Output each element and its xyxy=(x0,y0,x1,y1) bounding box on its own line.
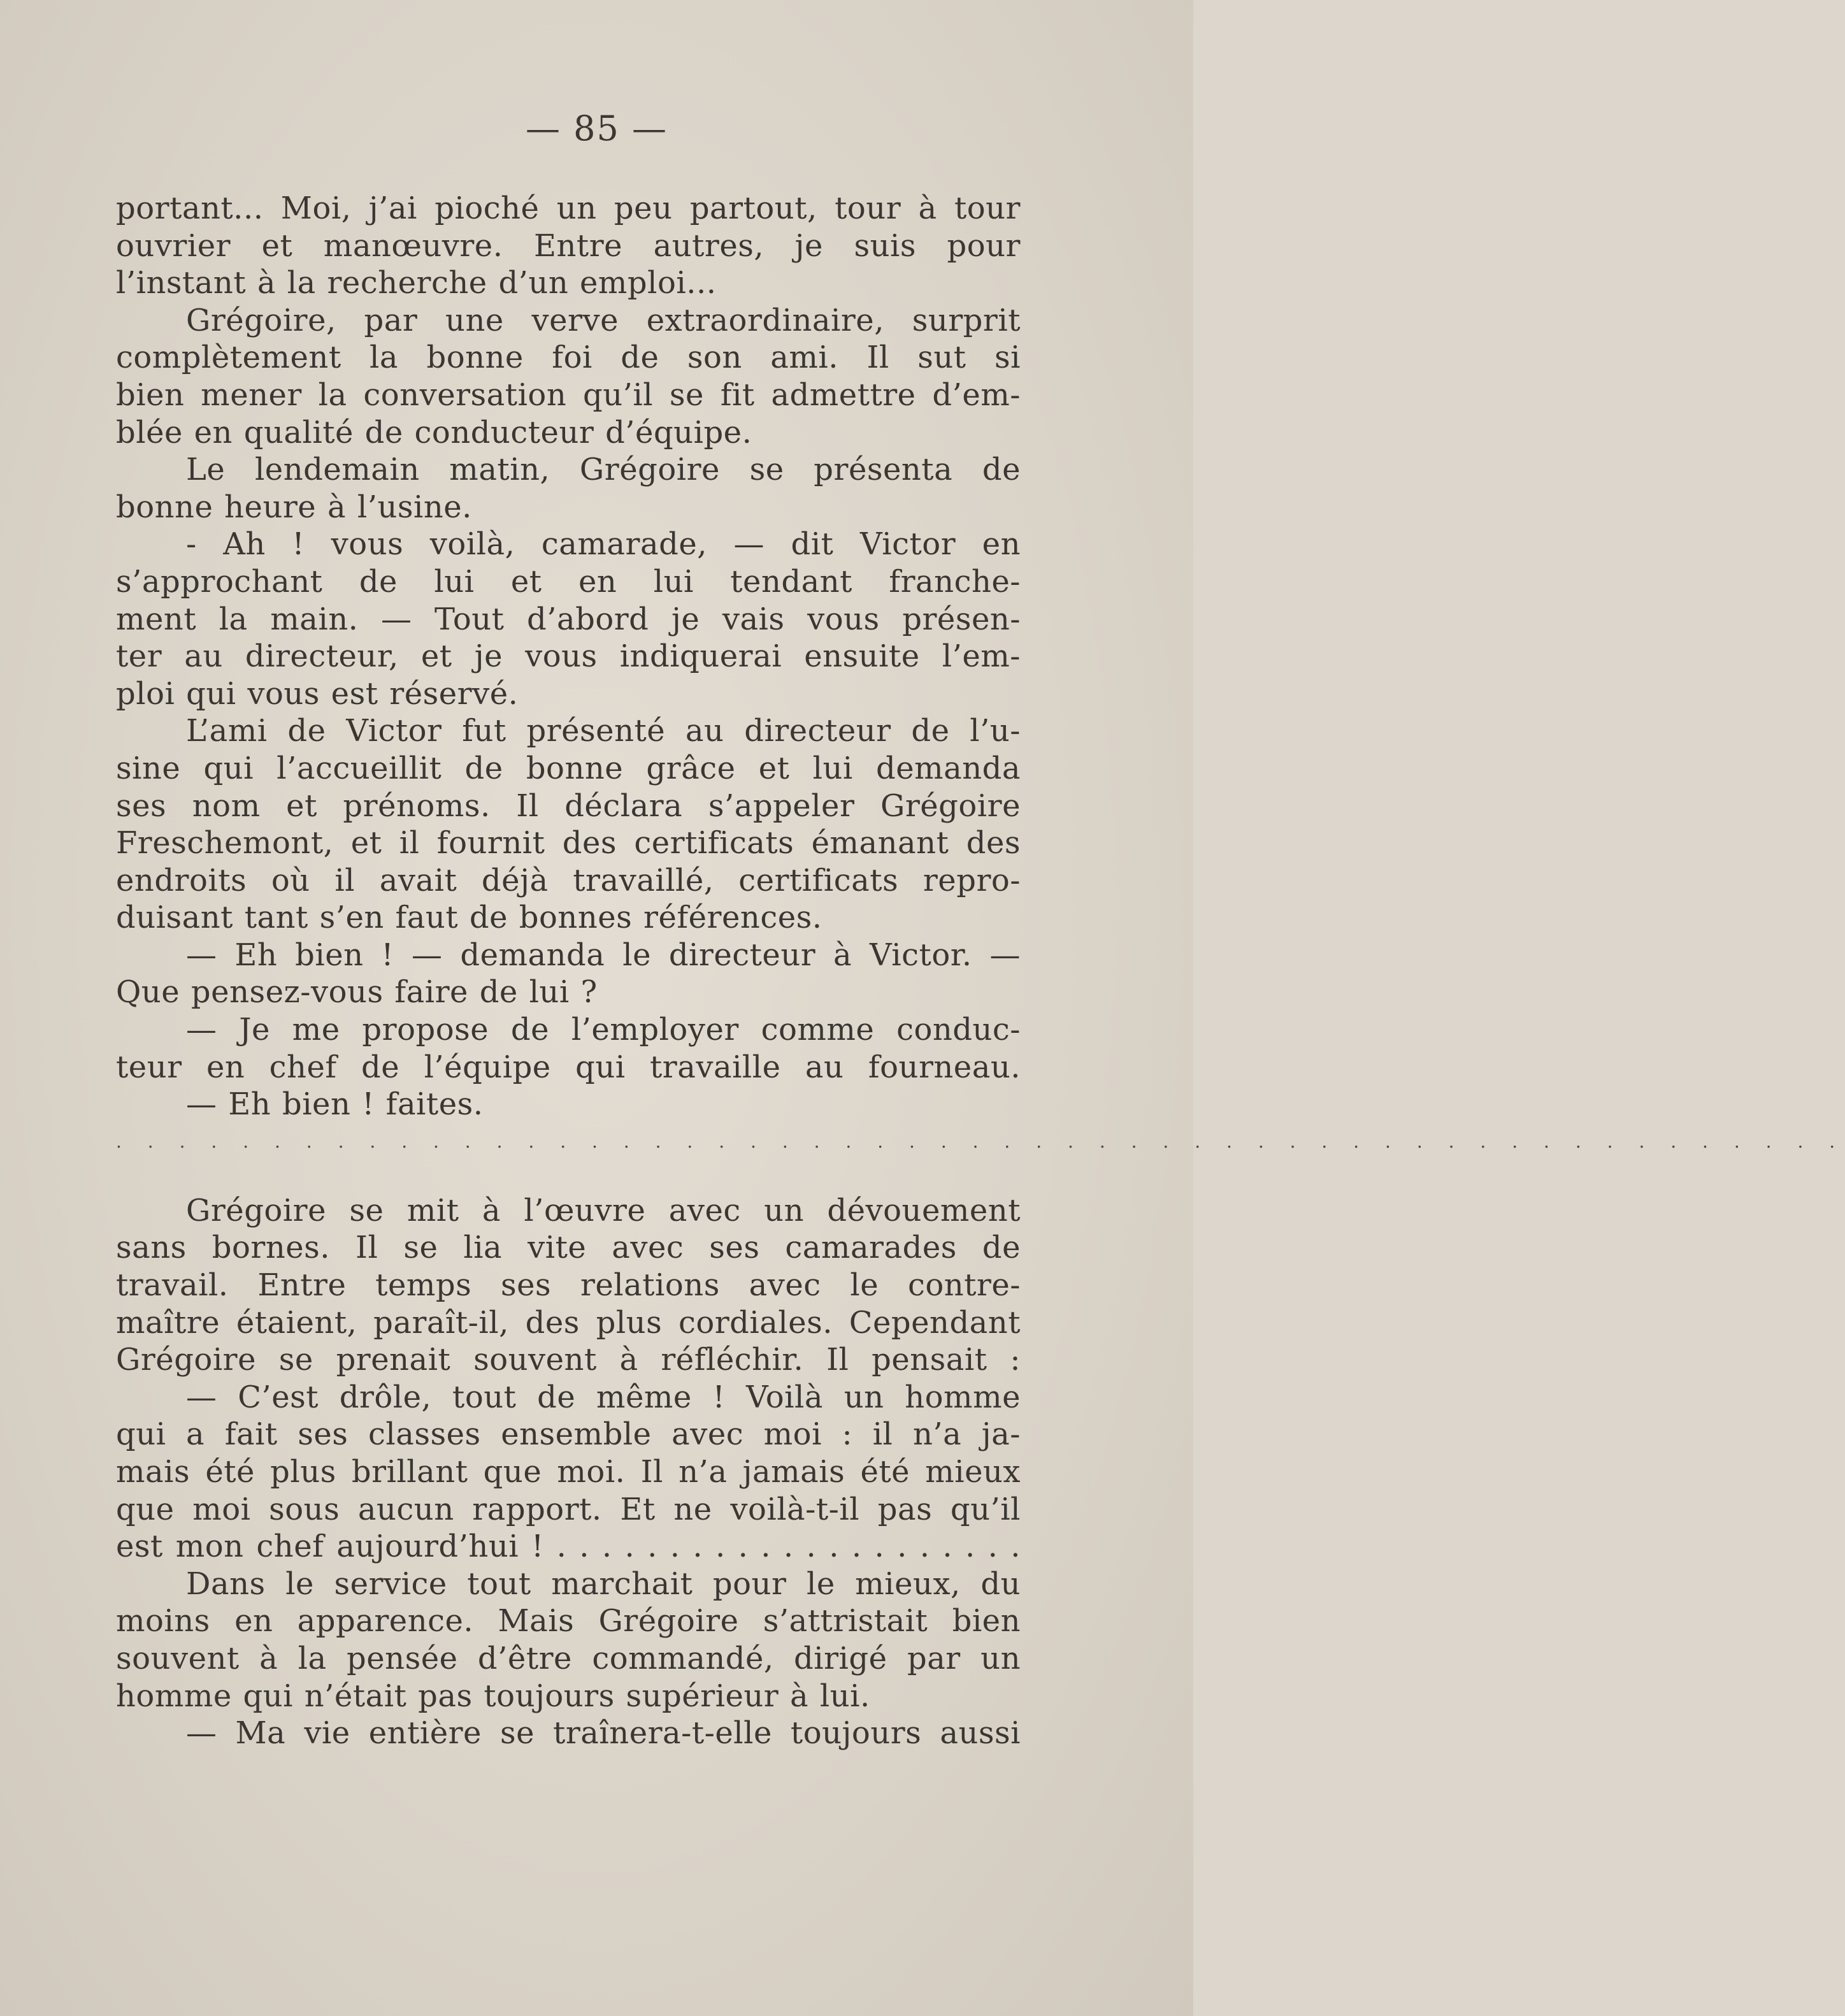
text-line: teur en chef de l’équipe qui travaille au fourneau. xyxy=(116,1049,1021,1085)
text-line: bien mener la conversation qu’il se fit admettre d’em- xyxy=(116,377,1021,413)
text-line: ouvrier et manœuvre. Entre autres, je suis pour xyxy=(116,227,1021,264)
section-separator: . . . . . . . . . . . . . . . . . . . . . . . . . . . . . . . . . . . . . . . . . . . . . . . . . . . . . . . xyxy=(116,1130,1845,1152)
text-line: l’instant à la recherche d’un emploi... xyxy=(116,265,717,301)
text-line: qui a fait ses classes ensemble avec moi : il n’a ja- xyxy=(116,1416,1021,1453)
text-line: ment la main. — Tout d’abord je vais vous présen- xyxy=(116,601,1021,637)
text-line: travail. Entre temps ses relations avec le contre- xyxy=(116,1267,1021,1304)
text-line: Grégoire, par une verve extraordinaire, surprit xyxy=(186,302,1021,338)
text-line: maître étaient, paraît-il, des plus cordiales. Cependant xyxy=(116,1304,1021,1341)
text-line: portant... Moi, j’ai pioché un peu partout, tour à tour xyxy=(116,191,1021,226)
text-line: — Je me propose de l’employer comme conduc- xyxy=(186,1012,1021,1048)
text-line: ter au directeur, et je vous indiquerai ensuite l’em- xyxy=(116,638,1021,675)
text-line: — Ma vie entière se traînera-t-elle toujours aussi xyxy=(186,1715,1021,1752)
text-line: s’approchant de lui et en lui tendant franche- xyxy=(116,563,1021,600)
text-line: souvent à la pensée d’être commandé, dirigé par un xyxy=(116,1640,1021,1676)
text-line: duisant tant s’en faut de bonnes références. xyxy=(116,900,822,936)
text-line: — Eh bien ! faites. xyxy=(186,1086,484,1123)
text-line: Dans le service tout marchait pour le mieux, du xyxy=(186,1566,1021,1602)
text-line: moins en apparence. Mais Grégoire s’attristait bien xyxy=(116,1603,1021,1639)
text-line: complètement la bonne foi de son ami. Il sut si xyxy=(116,340,1021,376)
body-text xyxy=(116,190,1845,1752)
text-line: mais été plus brillant que moi. Il n’a jamais été mieux xyxy=(116,1454,1021,1490)
text-line: Grégoire se prenait souvent à réfléchir. Il pensait : xyxy=(116,1342,1021,1378)
text-line: — Eh bien ! — demanda le directeur à Victor. — xyxy=(186,937,1021,973)
text-line: Le lendemain matin, Grégoire se présenta de xyxy=(186,452,1021,488)
text-line: ploi qui vous est réservé. xyxy=(116,675,519,712)
text-line: homme qui n’était pas toujours supérieur à lui. xyxy=(116,1678,870,1714)
page-number: — 85 — xyxy=(525,108,668,148)
text-line: bonne heure à l’usine. xyxy=(116,489,472,525)
text-line: - Ah ! vous voilà, camarade, — dit Victor en xyxy=(186,526,1021,563)
text-line: Que pensez-vous faire de lui ? xyxy=(116,974,598,1011)
text-line: sine qui l’accueillit de bonne grâce et lui demanda xyxy=(116,750,1021,786)
text-line: — C’est drôle, tout de même ! Voilà un homme xyxy=(186,1379,1021,1415)
text-line: endroits où il avait déjà travaillé, certificats repro- xyxy=(116,862,1021,898)
text-line: ses nom et prénoms. Il déclara s’appeler Grégoire xyxy=(116,788,1021,824)
text-line: est mon chef aujourd’hui ! . . . . . . . . . . . . . . . . . . . . . xyxy=(116,1529,1021,1565)
text-line: que moi sous aucun rapport. Et ne voilà-t-il pas qu’il xyxy=(116,1491,1021,1527)
text-line: blée en qualité de conducteur d’équipe. xyxy=(116,414,752,450)
text-line: L’ami de Victor fut présenté au directeur de l’u- xyxy=(186,713,1021,749)
text-line: Grégoire se mit à l’œuvre avec un dévouement xyxy=(186,1192,1021,1228)
text-line: Freschemont, et il fournit des certificats émanant des xyxy=(116,825,1021,861)
text-line: sans bornes. Il se lia vite avec ses camarades de xyxy=(116,1230,1021,1266)
